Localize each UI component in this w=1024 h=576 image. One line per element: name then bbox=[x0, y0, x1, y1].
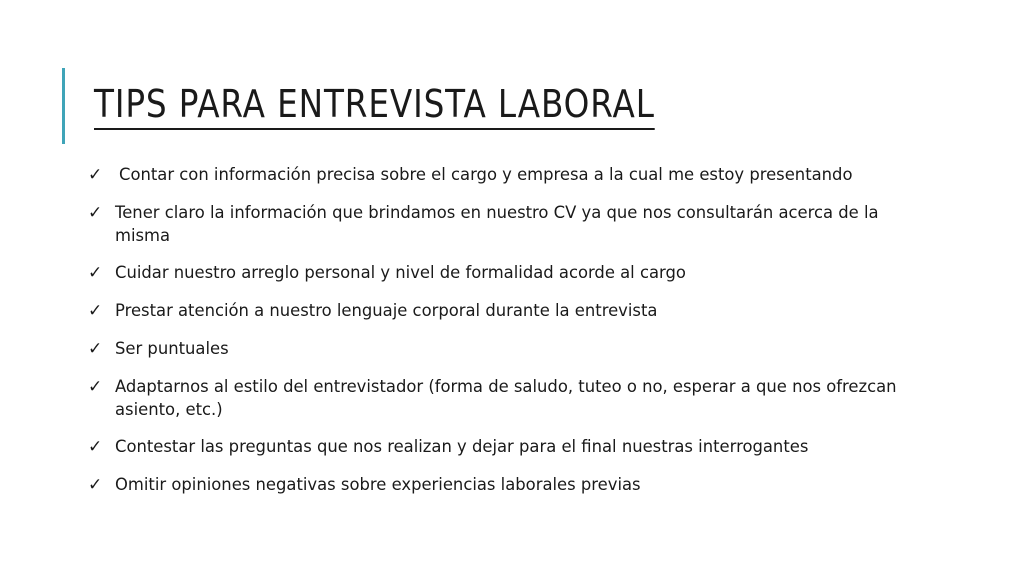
list-item bbox=[88, 163, 918, 187]
checkmark-icon: ✓ bbox=[88, 301, 103, 321]
bullet-list bbox=[88, 163, 918, 511]
list-item bbox=[88, 337, 918, 361]
title-accent-bar bbox=[62, 68, 65, 144]
bullet-text: Omitir opiniones negativas sobre experiencias laborales previas bbox=[115, 475, 641, 494]
list-item bbox=[88, 473, 918, 497]
checkmark-icon: ✓ bbox=[88, 165, 103, 185]
checkmark-icon: ✓ bbox=[88, 339, 103, 359]
bullet-text: Contar con información precisa sobre el cargo y empresa a la cual me estoy presentando bbox=[119, 165, 853, 184]
slide-title: TIPS PARA ENTREVISTA LABORAL bbox=[94, 80, 655, 130]
checkmark-icon: ✓ bbox=[88, 377, 103, 397]
bullet-text: Contestar las preguntas que nos realizan y dejar para el final nuestras interrogantes bbox=[115, 437, 809, 456]
checkmark-icon: ✓ bbox=[88, 263, 103, 283]
bullet-text: Cuidar nuestro arreglo personal y nivel de formalidad acorde al cargo bbox=[115, 263, 686, 282]
list-item bbox=[88, 435, 918, 459]
checkmark-icon: ✓ bbox=[88, 475, 103, 495]
list-item bbox=[88, 375, 918, 421]
list-item bbox=[88, 299, 918, 323]
bullet-text: Adaptarnos al estilo del entrevistador (forma de saludo, tuteo o no, esperar a que nos ofrezcan asiento, etc.) bbox=[115, 377, 897, 419]
list-item bbox=[88, 261, 918, 285]
list-item bbox=[88, 201, 918, 247]
checkmark-icon: ✓ bbox=[88, 203, 103, 223]
bullet-text: Tener claro la información que brindamos en nuestro CV ya que nos consultarán acerca de la misma bbox=[115, 203, 879, 245]
bullet-text: Prestar atención a nuestro lenguaje corporal durante la entrevista bbox=[115, 301, 658, 320]
bullet-text: Ser puntuales bbox=[115, 339, 229, 358]
checkmark-icon: ✓ bbox=[88, 437, 103, 457]
